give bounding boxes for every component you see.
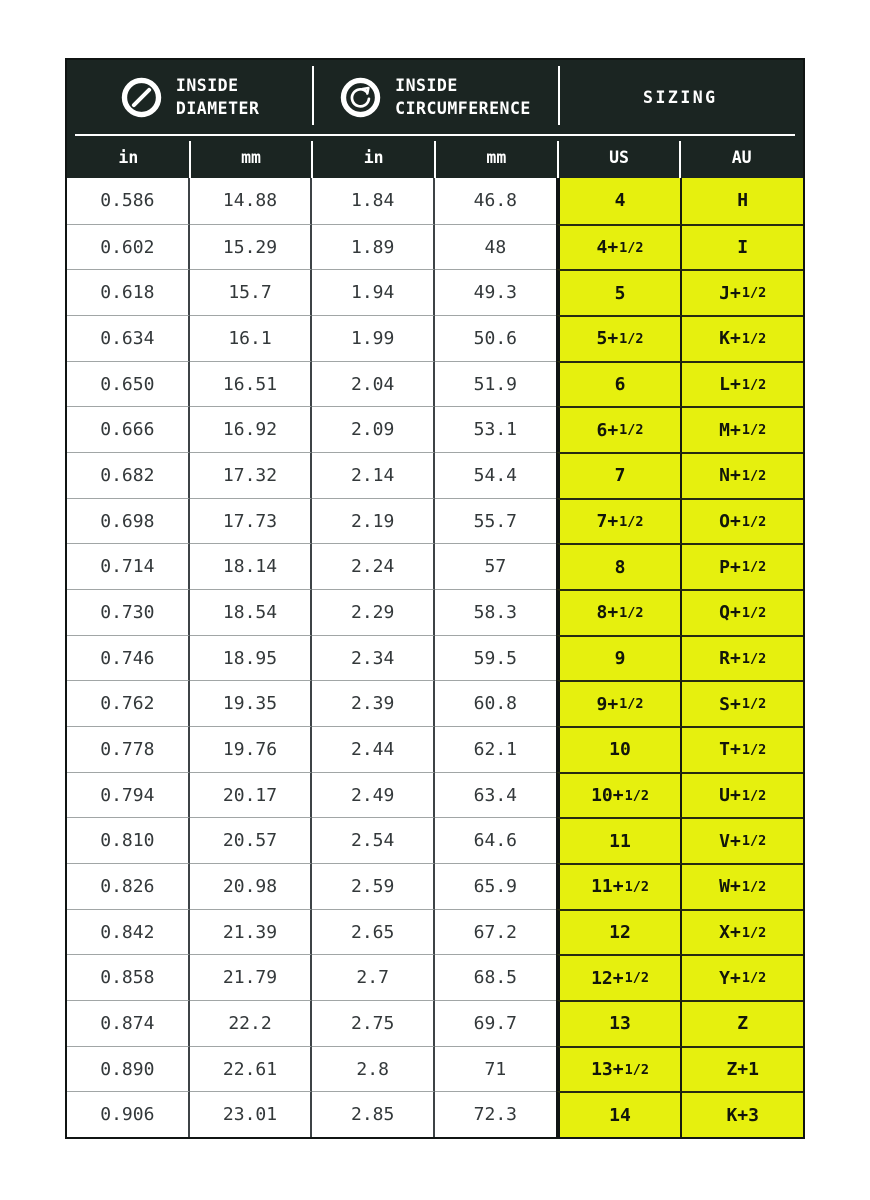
measurement-cell: 65.9 [435, 863, 556, 909]
measurement-cell: 46.8 [435, 178, 556, 224]
size-cell: 5+ 1/2 [556, 315, 683, 361]
measurement-cell: 0.650 [67, 361, 190, 407]
size-cell: 8+ 1/2 [556, 589, 683, 635]
measurement-cell: 69.7 [435, 1000, 556, 1046]
size-cell: 12 [556, 909, 683, 955]
size-cell: Q+ 1/2 [682, 589, 803, 635]
half-fraction: 1/2 [619, 330, 644, 347]
measurement-cell: 59.5 [435, 635, 556, 681]
size-cell: J+ 1/2 [682, 269, 803, 315]
measurement-cell: 2.44 [312, 726, 435, 772]
half-fraction: 1/2 [619, 513, 644, 530]
measurement-cell: 2.29 [312, 589, 435, 635]
measurement-cell: 51.9 [435, 361, 556, 407]
measurement-cell: 20.17 [190, 772, 313, 818]
size-cell: K+3 [682, 1091, 803, 1137]
measurement-cell: 0.874 [67, 1000, 190, 1046]
table-row [67, 726, 803, 772]
half-fraction: 1/2 [624, 878, 649, 895]
measurement-cell: 2.39 [312, 680, 435, 726]
table-row [67, 635, 803, 681]
measurement-cell: 2.49 [312, 772, 435, 818]
measurement-cell: 2.7 [312, 954, 435, 1000]
half-fraction: 1/2 [741, 513, 767, 530]
unit-header-circumference-mm: mm [435, 136, 558, 178]
measurement-cell: 0.730 [67, 589, 190, 635]
size-cell: 13 [556, 1000, 683, 1046]
half-fraction: 1/2 [619, 604, 644, 621]
measurement-cell: 0.890 [67, 1046, 190, 1092]
size-cell: 5 [556, 269, 683, 315]
measurement-cell: 0.778 [67, 726, 190, 772]
measurement-cell: 0.634 [67, 315, 190, 361]
measurement-cell: 0.682 [67, 452, 190, 498]
size-cell: 14 [556, 1091, 683, 1137]
size-cell: M+ 1/2 [682, 406, 803, 452]
header-group-row [67, 60, 803, 134]
header-label-sizing: SIZING [643, 87, 718, 107]
half-fraction: 1/2 [741, 330, 767, 347]
measurement-cell: 20.98 [190, 863, 313, 909]
size-cell: 4+ 1/2 [556, 224, 683, 270]
header-divider-vertical [312, 66, 314, 125]
table-row [67, 772, 803, 818]
measurement-cell: 21.39 [190, 909, 313, 955]
measurement-cell: 2.75 [312, 1000, 435, 1046]
measurement-cell: 16.92 [190, 406, 313, 452]
measurement-cell: 17.32 [190, 452, 313, 498]
measurement-cell: 0.794 [67, 772, 190, 818]
table-row [67, 909, 803, 955]
measurement-cell: 50.6 [435, 315, 556, 361]
measurement-cell: 0.714 [67, 543, 190, 589]
size-cell: L+ 1/2 [682, 361, 803, 407]
measurement-cell: 15.7 [190, 269, 313, 315]
half-fraction: 1/2 [741, 467, 767, 484]
measurement-cell: 0.842 [67, 909, 190, 955]
measurement-cell: 60.8 [435, 680, 556, 726]
measurement-cell: 18.14 [190, 543, 313, 589]
table-body [67, 178, 803, 1137]
size-cell: P+ 1/2 [682, 543, 803, 589]
half-fraction: 1/2 [741, 878, 767, 895]
label-line: DIAMETER [175, 99, 260, 118]
measurement-cell: 62.1 [435, 726, 556, 772]
half-fraction: 1/2 [741, 970, 767, 987]
half-fraction: 1/2 [619, 696, 644, 713]
table-row [67, 224, 803, 270]
half-fraction: 1/2 [741, 924, 767, 941]
size-cell: 4 [556, 178, 683, 224]
table-row [67, 269, 803, 315]
half-fraction: 1/2 [741, 559, 767, 576]
size-cell: S+ 1/2 [682, 680, 803, 726]
measurement-cell: 2.85 [312, 1091, 435, 1137]
size-cell: 7 [556, 452, 683, 498]
header-label-inside-circumference [395, 74, 531, 120]
size-cell: Y+ 1/2 [682, 954, 803, 1000]
size-cell: O+ 1/2 [682, 498, 803, 544]
size-cell: 9 [556, 635, 683, 681]
measurement-cell: 0.602 [67, 224, 190, 270]
measurement-cell: 2.59 [312, 863, 435, 909]
table-row [67, 863, 803, 909]
size-cell: 13+ 1/2 [556, 1046, 683, 1092]
half-fraction: 1/2 [741, 787, 767, 804]
measurement-cell: 63.4 [435, 772, 556, 818]
unit-header-au-size: AU [731, 147, 752, 167]
half-fraction: 1/2 [741, 285, 767, 302]
measurement-cell: 2.14 [312, 452, 435, 498]
size-cell: Z [682, 1000, 803, 1046]
size-cell: 8 [556, 543, 683, 589]
measurement-cell: 57 [435, 543, 556, 589]
measurement-cell: 0.810 [67, 817, 190, 863]
measurement-cell: 14.88 [190, 178, 313, 224]
size-cell: 11 [556, 817, 683, 863]
half-fraction: 1/2 [741, 422, 767, 439]
measurement-cell: 21.79 [190, 954, 313, 1000]
size-cell: V+ 1/2 [682, 817, 803, 863]
table-row [67, 315, 803, 361]
size-cell: W+ 1/2 [682, 863, 803, 909]
half-fraction: 1/2 [741, 376, 767, 393]
size-cell: Z+1 [682, 1046, 803, 1092]
header-group-sizing [558, 60, 803, 134]
diameter-icon [120, 76, 163, 119]
size-cell: 12+ 1/2 [556, 954, 683, 1000]
table-row [67, 452, 803, 498]
size-cell: 10 [556, 726, 683, 772]
measurement-cell: 2.24 [312, 543, 435, 589]
size-cell: 6 [556, 361, 683, 407]
half-fraction: 1/2 [741, 696, 767, 713]
measurement-cell: 55.7 [435, 498, 556, 544]
measurement-cell: 1.94 [312, 269, 435, 315]
measurement-cell: 0.666 [67, 406, 190, 452]
table-header [67, 60, 803, 178]
table-row [67, 589, 803, 635]
label-line: INSIDE [395, 75, 458, 95]
half-fraction: 1/2 [624, 1061, 649, 1078]
half-fraction: 1/2 [741, 604, 767, 621]
measurement-cell: 18.54 [190, 589, 313, 635]
measurement-cell: 22.2 [190, 1000, 313, 1046]
unit-header-diameter-mm: mm [190, 136, 313, 178]
table-row [67, 680, 803, 726]
measurement-cell: 0.586 [67, 178, 190, 224]
measurement-cell: 19.35 [190, 680, 313, 726]
table-row [67, 543, 803, 589]
measurement-cell: 2.65 [312, 909, 435, 955]
measurement-cell: 54.4 [435, 452, 556, 498]
measurement-cell: 22.61 [190, 1046, 313, 1092]
measurement-cell: 0.618 [67, 269, 190, 315]
table-row [67, 178, 803, 224]
ring-size-chart [65, 58, 805, 1139]
table-row [67, 1000, 803, 1046]
size-cell: N+ 1/2 [682, 452, 803, 498]
measurement-cell: 2.09 [312, 406, 435, 452]
size-cell: 7+ 1/2 [556, 498, 683, 544]
measurement-cell: 15.29 [190, 224, 313, 270]
size-cell: 10+ 1/2 [556, 772, 683, 818]
half-fraction: 1/2 [624, 787, 649, 804]
measurement-cell: 58.3 [435, 589, 556, 635]
measurement-cell: 23.01 [190, 1091, 313, 1137]
measurement-cell: 16.51 [190, 361, 313, 407]
measurement-cell: 19.76 [190, 726, 313, 772]
table-row [67, 954, 803, 1000]
measurement-cell: 2.19 [312, 498, 435, 544]
size-cell: R+ 1/2 [682, 635, 803, 681]
size-cell: T+ 1/2 [682, 726, 803, 772]
measurement-cell: 48 [435, 224, 556, 270]
header-divider-vertical [558, 66, 560, 125]
half-fraction: 1/2 [741, 741, 767, 758]
measurement-cell: 0.826 [67, 863, 190, 909]
measurement-cell: 16.1 [190, 315, 313, 361]
size-cell: 11+ 1/2 [556, 863, 683, 909]
table-row [67, 498, 803, 544]
measurement-cell: 1.89 [312, 224, 435, 270]
measurement-cell: 0.746 [67, 635, 190, 681]
table-row [67, 361, 803, 407]
size-cell: U+ 1/2 [682, 772, 803, 818]
measurement-cell: 0.906 [67, 1091, 190, 1137]
units-row [67, 136, 803, 178]
size-cell: 6+ 1/2 [556, 406, 683, 452]
measurement-cell: 18.95 [190, 635, 313, 681]
measurement-cell: 64.6 [435, 817, 556, 863]
measurement-cell: 2.04 [312, 361, 435, 407]
table-row [67, 406, 803, 452]
measurement-cell: 71 [435, 1046, 556, 1092]
half-fraction: 1/2 [619, 239, 644, 256]
header-group-inside-circumference [312, 60, 557, 134]
measurement-cell: 2.54 [312, 817, 435, 863]
header-label-inside-diameter [176, 74, 259, 120]
size-cell: K+ 1/2 [682, 315, 803, 361]
measurement-cell: 49.3 [435, 269, 556, 315]
measurement-cell: 0.762 [67, 680, 190, 726]
half-fraction: 1/2 [741, 650, 767, 667]
size-cell: 9+ 1/2 [556, 680, 683, 726]
measurement-cell: 17.73 [190, 498, 313, 544]
measurement-cell: 2.8 [312, 1046, 435, 1092]
header-group-inside-diameter [67, 60, 312, 134]
circumference-icon [339, 76, 382, 119]
table-row [67, 1091, 803, 1137]
measurement-cell: 67.2 [435, 909, 556, 955]
measurement-cell: 2.34 [312, 635, 435, 681]
label-line: CIRCUMFERENCE [395, 99, 531, 118]
size-cell: H [682, 178, 803, 224]
measurement-cell: 72.3 [435, 1091, 556, 1137]
measurement-cell: 53.1 [435, 406, 556, 452]
measurement-cell: 0.698 [67, 498, 190, 544]
measurement-cell: 1.99 [312, 315, 435, 361]
half-fraction: 1/2 [741, 833, 767, 850]
measurement-cell: 0.858 [67, 954, 190, 1000]
measurement-cell: 1.84 [312, 178, 435, 224]
size-cell: X+ 1/2 [682, 909, 803, 955]
half-fraction: 1/2 [624, 970, 649, 987]
table-row [67, 1046, 803, 1092]
measurement-cell: 68.5 [435, 954, 556, 1000]
half-fraction: 1/2 [619, 422, 644, 439]
label-line: INSIDE [175, 75, 239, 95]
size-cell: I [682, 224, 803, 270]
table-row [67, 817, 803, 863]
unit-header-diameter-in: in [67, 136, 190, 178]
measurement-cell: 20.57 [190, 817, 313, 863]
unit-header-us-size: US [558, 136, 681, 178]
unit-header-circumference-in: in [312, 136, 435, 178]
